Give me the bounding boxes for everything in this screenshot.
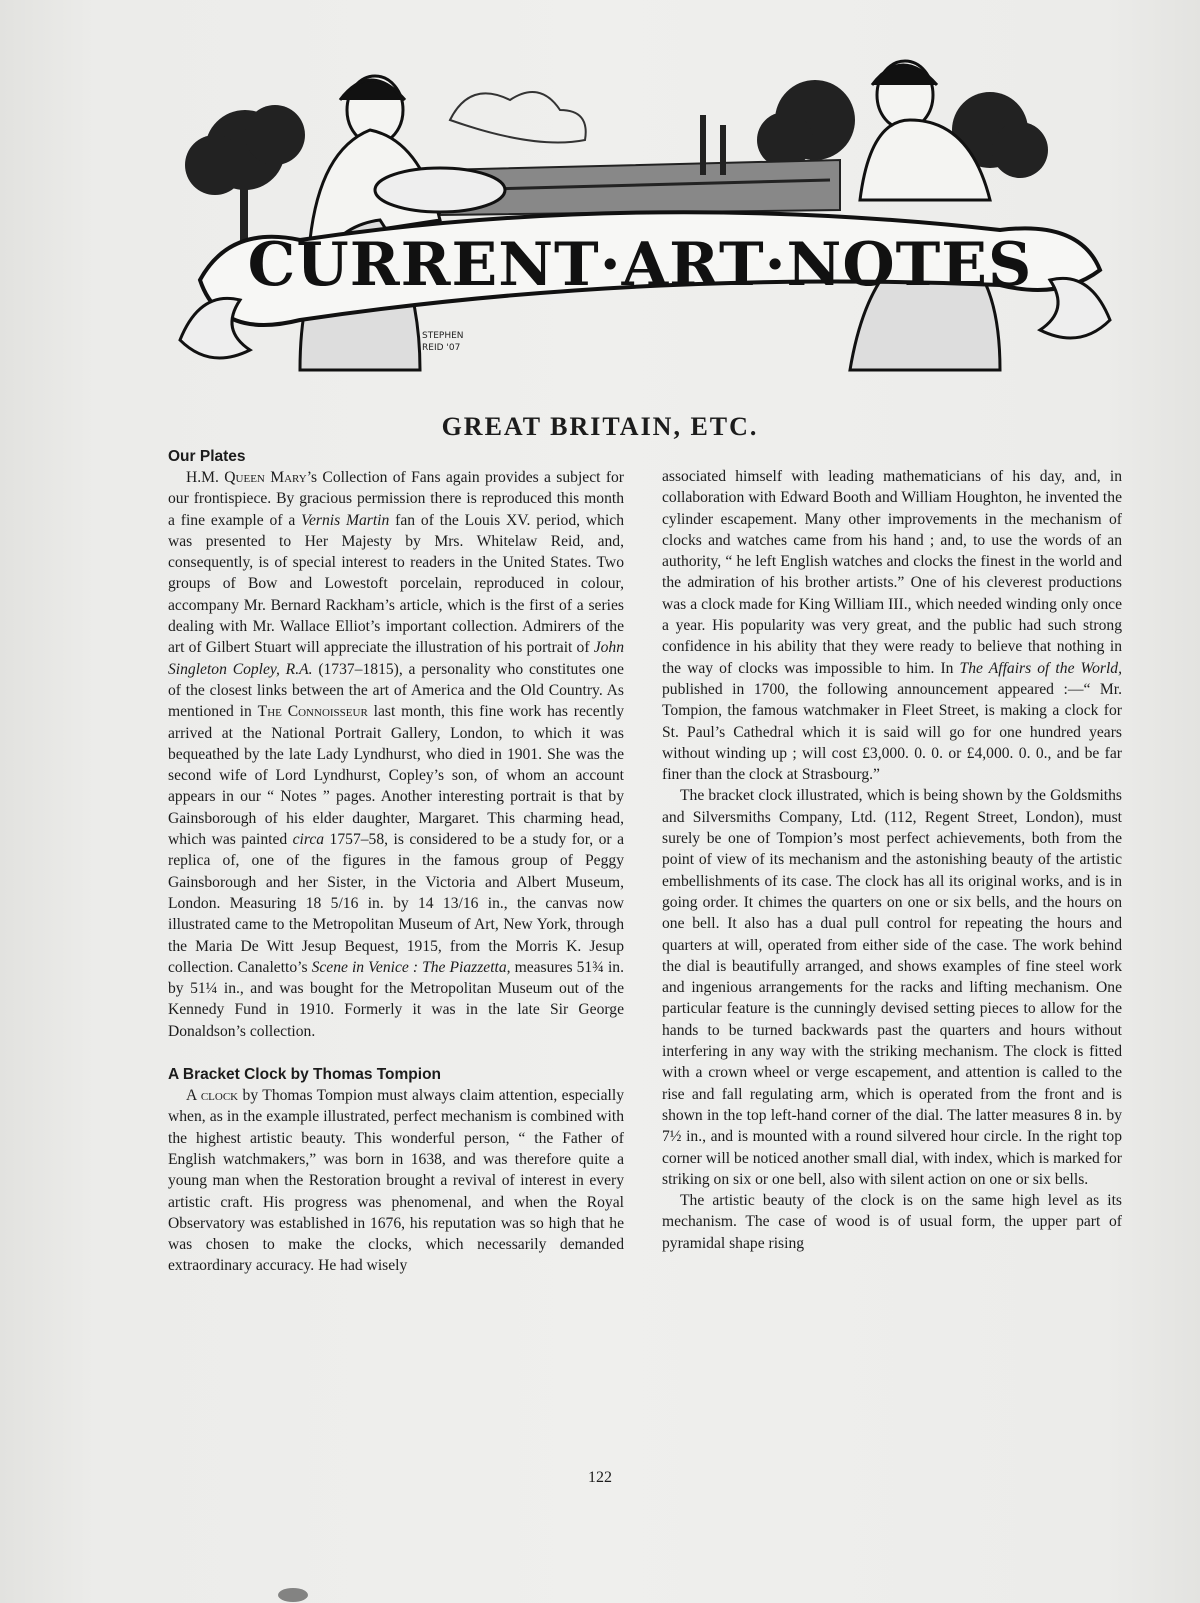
section-heading: GREAT BRITAIN, ETC. xyxy=(441,412,759,441)
artist-signature-line2: REID '07 xyxy=(422,343,461,353)
bracket-clock-paragraph-1-continued: associated himself with leading mathematicians of his day, and, in collaboration with Edward Booth and William Houghton, he invented the cylinder escapement. Many other improvements in the mechanism of clocks and watches came from his hand ; and, to use the words of an authority, “ he left English watches and clocks the finest in the world and the admiration of his brother artists.” One of his cleverest productions was a clock made for King William III., which needed winding only once a year. His popularity was very great, and the public had such strong confidence in his ability that they were ready to believe that nothing in the way of clocks was impossible to him. In The Affairs of the World, published in 1700, the following announcement appeared :—“ Mr. Tompion, the famous watchmaker in Fleet Street, is making a clock for St. Paul’s Cathedral which it is said will go for one hundred years without winding up ; will cost £3,000. 0. 0. or £4,000. 0. 0., and be far finer than the clock at Strasbourg.” xyxy=(662,468,1122,784)
artist-signature-line1: STEPHEN xyxy=(422,331,464,341)
left-tree-illustration xyxy=(185,105,305,250)
bracket-clock-paragraph-1: A clock by Thomas Tompion must always claim attention, especially when, as in the example illustrated, perfect mechanism is combined with the highest artistic beauty. This wonderful person, “ the Father of English watchmakers,” was born in 1638, and was therefore quite a young man when the Restoration brought a revival of interest in every artistic craft. His progress was phenomenal, and when the Royal Observatory was established in 1676, his reputation was so high that he was chosen to make the clocks, which necessarily demanded extraordinary accuracy. He had wisely xyxy=(168,1087,624,1275)
left-column xyxy=(168,446,624,1277)
cloud-illustration xyxy=(450,92,586,143)
page-number: 122 xyxy=(588,1469,612,1486)
banner-title: CURRENT·ART·NOTES xyxy=(247,230,1033,300)
right-column xyxy=(662,466,1122,1254)
print-smudge xyxy=(278,1588,308,1602)
bracket-clock-paragraph-3: The artistic beauty of the clock is on the same high level as its mechanism. The case of wood is of usual form, the upper part of pyramidal shape rising xyxy=(662,1192,1122,1252)
header-banner-illustration xyxy=(160,40,1130,410)
bracket-clock-heading: A Bracket Clock by Thomas Tompion xyxy=(168,1066,442,1084)
lead-small-caps: H.M. Queen Mary xyxy=(186,469,307,486)
our-plates-heading: Our Plates xyxy=(168,448,246,465)
bracket-clock-paragraph-2: The bracket clock illustrated, which is being shown by the Goldsmiths and Silversmiths Company, Ltd. (112, Regent Street, London), must surely be one of Tompion’s most perfect achievements, both from the point of view of its mechanism and the astonishing beauty of the artistic embellishments of its case. The clock has all its original works, and is in going order. It chimes the quarters on one or six bells, and the hours on one bell. It also has a dual pull control for repeating the hours and quarters at will, operated from either side of the case. The work behind the dial is beautifully arranged, and shows examples of fine steel work and ingenious arrangements for the racks and lifting mechanism. One particular feature is the cunningly devised setting pieces to allow for the hands to be turned backwards past the quarters and hours without interfering in any way with the striking mechanism. The clock is fitted with a crown wheel or verge escapement, and attention is called to the rise and fall regulating arm, which is operated from the front and is shown in the top left-hand corner of the dial. The latter measures 8 in. by 7½ in., and is mounted with a round silvered hour circle. In the right top corner will be noticed another small dial, with index, which is marked for striking on six or one bell, also with silent action on one or six bells. xyxy=(662,787,1122,1188)
our-plates-paragraph: H.M. Queen Mary’s Collection of Fans again provides a subject for our frontispiece. By gracious permission there is reproduced this month a fine example of a Vernis Martin fan of the Louis XV. period, which was presented to Her Majesty by Mrs. Whitelaw Reid, and, consequently, is of special interest to readers in the United States. Two groups of Bow and Lowestoft porcelain, reproduced in colour, accompany Mr. Bernard Rackham’s article, which is the first of a series dealing with Mr. Wallace Elliot’s important collection. Admirers of the art of Gilbert Stuart will appreciate the illustration of his portrait of John Singleton Copley, R.A. (1737–1815), a personality who constitutes one of the closest links between the art of America and the Old Country. As mentioned in The Connoisseur last month, this fine work has recently arrived at the National Portrait Gallery, London, to which it was bequeathed by the late Lady Lyndhurst, who died in 1901. She was the second wife of Lord Lyndhurst, Copley’s son, of whom an account appears in our “ Notes ” pages. Another interesting portrait is that by Gainsborough of his elder daughter, Margaret. This charming head, which was painted circa 1757–58, is considered to be a study for, or a replica of, one of the figures in the famous group of Peggy Gainsborough and her Sister, in the Victoria and Albert Museum, London. Measuring 18 5/16 in. by 14 13/16 in., the canvas now illustrated came to the Metropolitan Museum of Art, New York, through the Maria De Witt Jesup Bequest, 1915, from the Morris K. Jesup collection. Canaletto’s Scene in Venice : The Piazzetta, measures 51¾ in. by 51¼ in., and was bought for the Metropolitan Museum out of the Kennedy Fund in 1910. Formerly it was in the late Sir George Donaldson’s collection. xyxy=(168,469,624,1040)
